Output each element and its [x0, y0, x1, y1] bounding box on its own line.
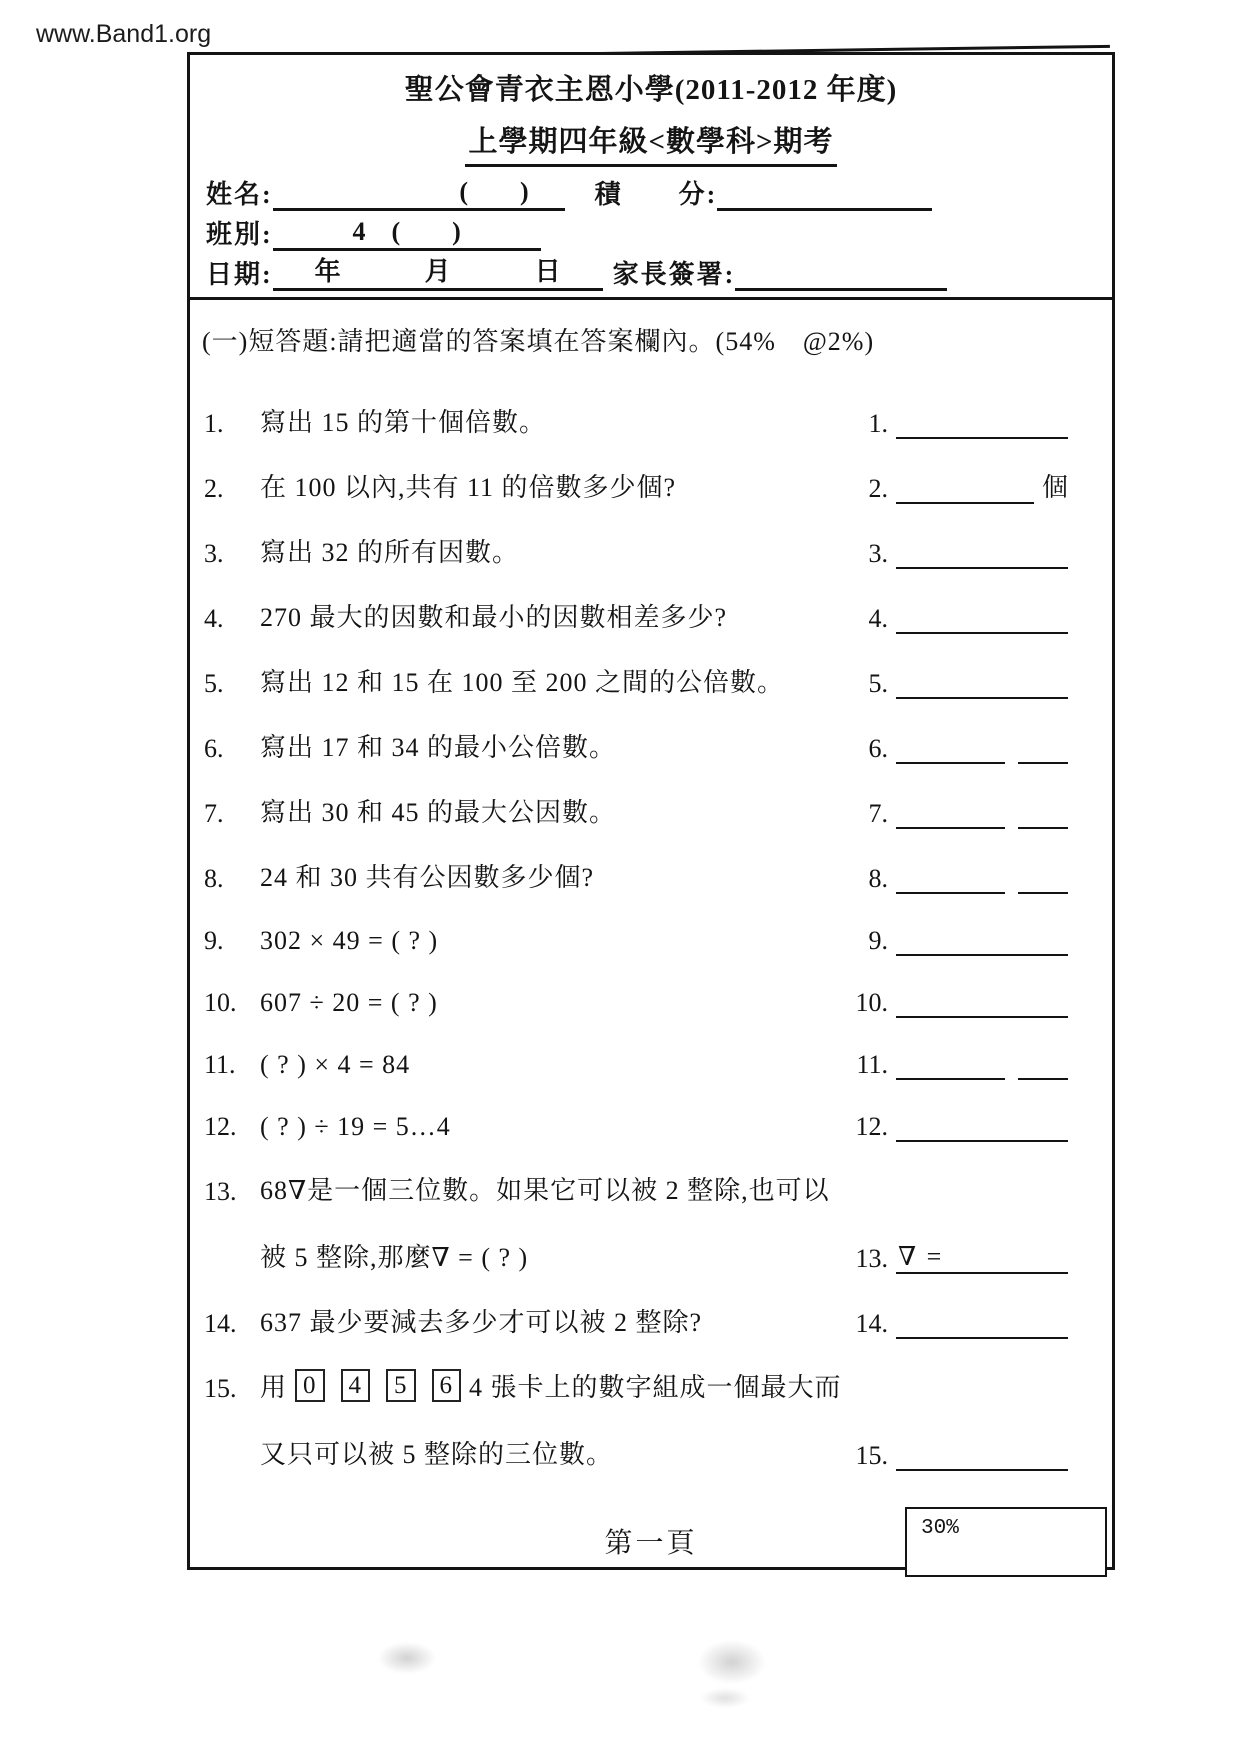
answer-slot	[852, 795, 1098, 829]
question-row	[204, 1170, 1098, 1274]
answer-slot	[852, 535, 1098, 569]
question-row	[204, 922, 1098, 956]
question-row	[204, 857, 1098, 894]
question-row	[204, 662, 1098, 699]
question-row	[204, 1046, 1098, 1080]
date-field	[273, 257, 603, 291]
question-text: 68∇是一個三位數。如果它可以被 2 整除,也可以	[260, 1176, 830, 1205]
answer-number: 12.	[855, 1112, 888, 1141]
question-number: 5.	[204, 669, 224, 698]
question-row	[204, 1367, 1098, 1471]
answer-number: 1.	[868, 409, 888, 438]
answer-slot	[852, 665, 1098, 699]
question-list	[204, 402, 1098, 1471]
class-field	[273, 217, 541, 251]
answer-number: 4.	[868, 604, 888, 633]
question-row	[204, 402, 1098, 439]
answer-number: 8.	[868, 864, 888, 893]
answer-blank	[896, 600, 1068, 634]
answer-number: 9.	[868, 926, 888, 955]
question-line	[204, 532, 1098, 569]
question-line	[204, 1434, 1098, 1471]
answer-blank	[896, 1046, 1005, 1080]
parent-sign-field	[735, 257, 947, 291]
answer-number: 11.	[856, 1050, 888, 1079]
name-class-paren: ( )	[459, 177, 529, 206]
question-line	[204, 1237, 1098, 1274]
question-line	[204, 857, 1098, 894]
question-line	[204, 467, 1098, 504]
answer-blank	[896, 984, 1068, 1018]
answer-slot	[852, 1108, 1098, 1142]
answer-blank	[896, 1305, 1068, 1339]
question-line	[204, 1108, 1098, 1142]
answer-blank-short	[1018, 795, 1068, 829]
question-text	[260, 1367, 1098, 1404]
date-day-label: 日	[534, 257, 561, 286]
name-row	[206, 175, 1096, 211]
answer-blank	[896, 470, 1034, 504]
answer-slot	[852, 730, 1098, 764]
answer-blank-short	[1018, 730, 1068, 764]
answer-blank	[896, 535, 1068, 569]
question-line	[204, 727, 1098, 764]
answer-blank	[896, 405, 1068, 439]
question-line	[204, 402, 1098, 439]
question-number: 13.	[204, 1177, 237, 1206]
answer-blank	[896, 860, 1005, 894]
answer-slot	[852, 600, 1098, 634]
digit-card: 4	[341, 1369, 371, 1402]
scan-noise	[378, 1642, 436, 1674]
answer-blank	[896, 1108, 1068, 1142]
answer-unit: 個	[1041, 473, 1068, 502]
question-row	[204, 1302, 1098, 1339]
question-row	[204, 727, 1098, 764]
answer-number: 10.	[855, 988, 888, 1017]
question-number: 15.	[204, 1374, 237, 1403]
answer-prefix: ∇ =	[898, 1242, 944, 1271]
digit-card: 0	[295, 1369, 325, 1402]
score-label: 積 分:	[594, 180, 718, 209]
question-row	[204, 597, 1098, 634]
answer-slot	[852, 467, 1098, 504]
question-text: 寫出 30 和 45 的最大公因數。	[260, 798, 617, 827]
question-text: 寫出 15 的第十個倍數。	[260, 408, 547, 437]
answer-number: 3.	[868, 539, 888, 568]
question-number: 14.	[204, 1309, 237, 1338]
question-number: 12.	[204, 1112, 237, 1141]
question-line	[204, 597, 1098, 634]
question-number: 1.	[204, 409, 224, 438]
score-box-value: 30%	[921, 1517, 959, 1540]
school-title: 聖公會青衣主恩小學(2011-2012 年度)	[404, 74, 898, 106]
class-row	[206, 215, 1096, 251]
answer-number: 15.	[855, 1441, 888, 1470]
question-text: 寫出 17 和 34 的最小公倍數。	[260, 733, 617, 762]
scan-noise	[698, 1640, 766, 1684]
class-value: 4 ( )	[352, 217, 461, 246]
question-line	[204, 1170, 1098, 1207]
answer-blank	[896, 665, 1068, 699]
answer-slot	[852, 1046, 1098, 1080]
question-text: 在 100 以內,共有 11 的倍數多少個?	[260, 473, 677, 502]
exam-title-row	[190, 119, 1112, 161]
score-box	[905, 1507, 1107, 1577]
question-text: ( ? ) × 4 = 84	[260, 1050, 411, 1079]
answer-slot	[852, 922, 1098, 956]
student-info-block	[206, 175, 1096, 291]
answer-number: 14.	[855, 1309, 888, 1338]
site-watermark: www.Band1.org	[36, 20, 212, 48]
question-line	[204, 1367, 1098, 1404]
question-line	[204, 984, 1098, 1018]
question-text: 寫出 12 和 15 在 100 至 200 之間的公倍數。	[260, 668, 785, 697]
answer-blank	[896, 730, 1005, 764]
question-text: 270 最大的因數和最小的因數相差多少?	[260, 603, 728, 632]
question-text: 寫出 32 的所有因數。	[260, 538, 520, 567]
question-text: 302 × 49 = ( ? )	[260, 926, 439, 955]
question-row	[204, 1108, 1098, 1142]
answer-blank-short	[1018, 860, 1068, 894]
score-field	[717, 177, 932, 211]
answer-number: 2.	[868, 474, 888, 503]
answer-blank-short	[1018, 1046, 1068, 1080]
answer-slot	[852, 1305, 1098, 1339]
parent-sign-label: 家長簽署:	[612, 260, 736, 289]
question-number: 10.	[204, 988, 237, 1017]
page-number: 第一頁	[604, 1528, 698, 1559]
name-label: 姓名:	[206, 180, 273, 209]
answer-number: 5.	[868, 669, 888, 698]
question-row	[204, 467, 1098, 504]
digit-card: 6	[432, 1369, 462, 1402]
question-line	[204, 792, 1098, 829]
cards-pre-text: 用	[260, 1373, 288, 1402]
header-divider	[190, 297, 1112, 300]
question-line	[204, 1046, 1098, 1080]
date-year-label: 年	[314, 257, 341, 286]
date-label: 日期:	[206, 260, 273, 289]
answer-blank	[896, 795, 1005, 829]
question-number: 8.	[204, 864, 224, 893]
answer-slot	[852, 860, 1098, 894]
question-text: ( ? ) ÷ 19 = 5…4	[260, 1112, 451, 1141]
answer-number: 6.	[868, 734, 888, 763]
question-number: 6.	[204, 734, 224, 763]
answer-blank	[896, 1437, 1068, 1471]
question-text-continued: 被 5 整除,那麼∇ = ( ? )	[260, 1243, 529, 1272]
date-month-label: 月	[424, 257, 451, 286]
question-number: 2.	[204, 474, 224, 503]
question-line	[204, 922, 1098, 956]
question-text-continued: 又只可以被 5 整除的三位數。	[260, 1440, 614, 1469]
question-row	[204, 532, 1098, 569]
question-number: 4.	[204, 604, 224, 633]
question-text: 637 最少要減去多少才可以被 2 整除?	[260, 1308, 703, 1337]
question-line	[204, 662, 1098, 699]
cards-post-text: 4 張卡上的數字組成一個最大而	[469, 1373, 842, 1402]
answer-slot	[852, 1240, 1098, 1274]
answer-blank	[896, 1240, 1068, 1274]
answer-number: 13.	[855, 1244, 888, 1273]
digit-card: 5	[386, 1369, 416, 1402]
section-heading: (一)短答題:請把適當的答案填在答案欄內。(54% @2%)	[202, 327, 875, 356]
question-number: 7.	[204, 799, 224, 828]
answer-blank	[896, 922, 1068, 956]
date-row	[206, 255, 1096, 291]
question-number: 9.	[204, 926, 224, 955]
answer-slot	[852, 1437, 1098, 1471]
question-line	[204, 1302, 1098, 1339]
scan-noise	[700, 1688, 750, 1708]
question-number: 11.	[204, 1050, 236, 1079]
question-text: 24 和 30 共有公因數多少個?	[260, 863, 595, 892]
exam-paper	[187, 52, 1115, 1570]
question-number: 3.	[204, 539, 224, 568]
question-row	[204, 984, 1098, 1018]
answer-slot	[852, 405, 1098, 439]
question-row	[204, 792, 1098, 829]
answer-number: 7.	[868, 799, 888, 828]
class-label: 班別:	[206, 220, 273, 249]
name-field	[273, 177, 565, 211]
exam-title: 上學期四年級<數學科>期考	[465, 119, 836, 167]
answer-slot	[852, 984, 1098, 1018]
question-text: 607 ÷ 20 = ( ? )	[260, 988, 438, 1017]
